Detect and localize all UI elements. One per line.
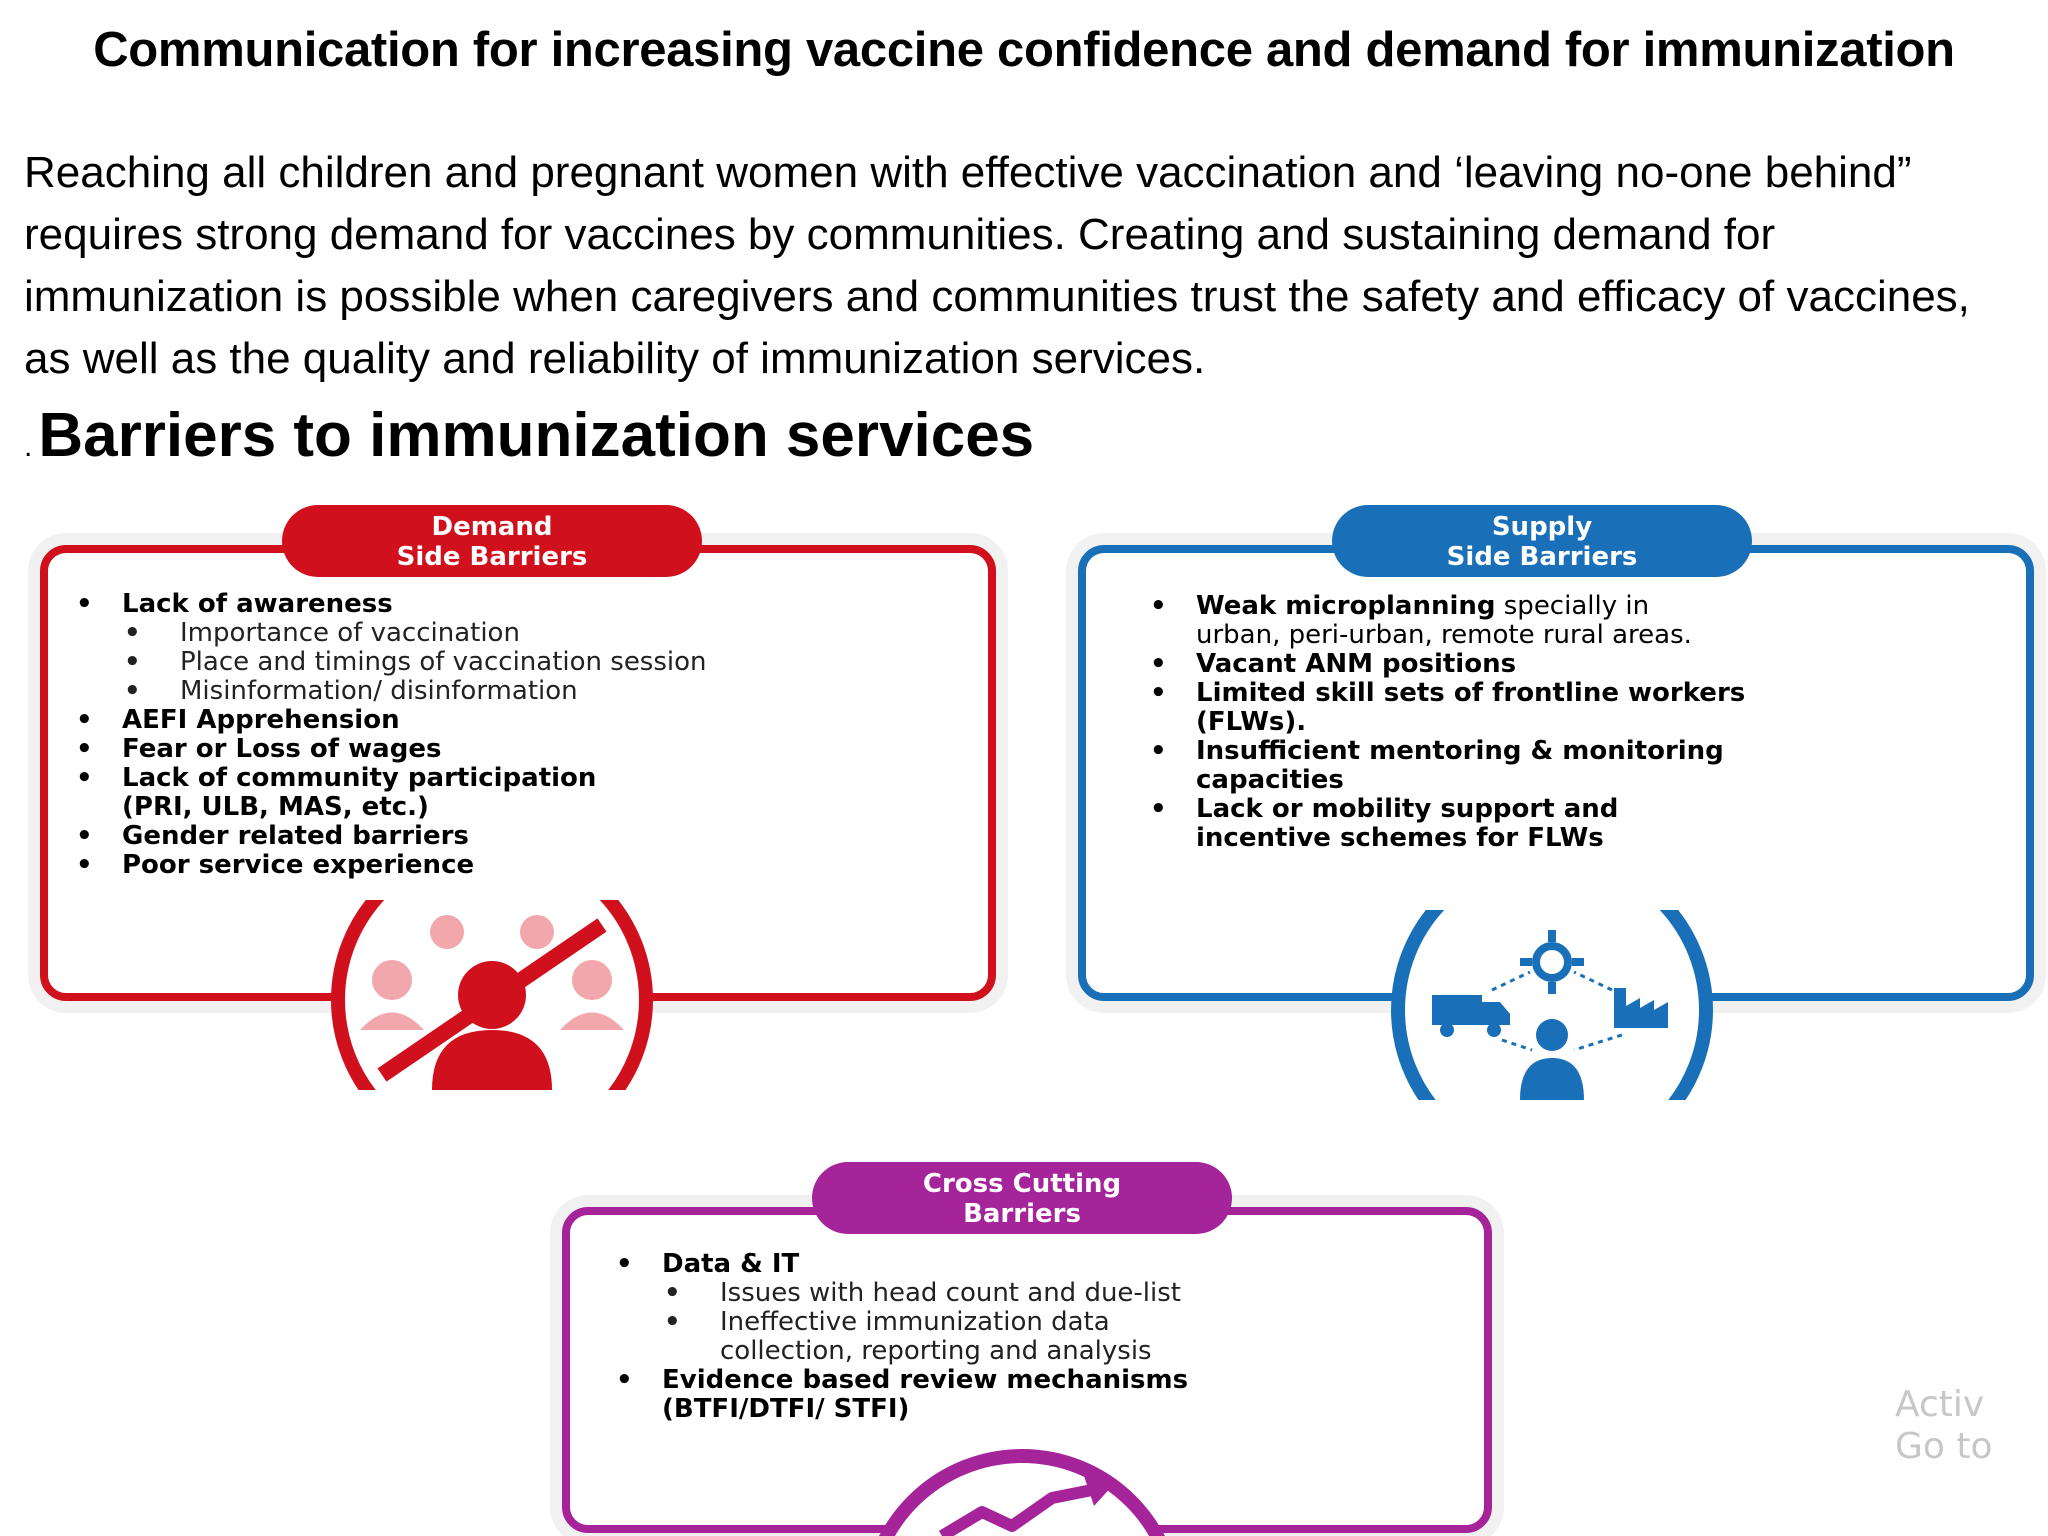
- demand-card-header: [282, 505, 702, 577]
- list-item: (PRI, ULB, MAS, etc.): [122, 792, 429, 822]
- list-item: • Lack or mobility support and: [1150, 795, 2010, 824]
- list-item: (BTFI/DTFI/ STFI): [662, 1394, 910, 1424]
- list-item: • Vacant ANM positions: [1150, 650, 2010, 679]
- intro-paragraph: Reaching all children and pregnant women with effective vaccination and ‘leaving no-one behind” requires strong demand for vaccines by communities. Creating and sustaining demand for immunization is possible when caregivers and communities trust the safety and efficacy of vaccines, as well as the quality and reliability of immunization services.: [24, 148, 1970, 383]
- cross-header-line2: Barriers: [963, 1199, 1081, 1229]
- list-item: • Evidence based review mechanisms: [616, 1366, 1476, 1395]
- list-item: • Ineffective immunization data: [616, 1308, 1476, 1337]
- supply-chain-icon: [1382, 910, 1722, 1100]
- section-heading: [24, 400, 1034, 471]
- demand-header-line1: Demand: [431, 512, 553, 542]
- list-item: collection, reporting and analysis: [720, 1336, 1152, 1366]
- cross-card-header: [812, 1162, 1232, 1234]
- section-bullet: .: [24, 430, 33, 463]
- list-item: • Misinformation/ disinformation: [76, 677, 966, 706]
- slide-title: Communication for increasing vaccine confidence and demand for immunization: [93, 23, 1955, 77]
- watermark-line1: Activ: [1895, 1384, 1985, 1425]
- demand-barriers-list: [76, 590, 966, 880]
- supply-card-header: [1332, 505, 1752, 577]
- trend-chart-icon: [852, 1440, 1192, 1536]
- list-item: • Lack of awareness: [76, 590, 966, 619]
- list-item: • Gender related barriers: [76, 822, 966, 851]
- list-item: [1150, 592, 2010, 621]
- cross-header-line1: Cross Cutting: [922, 1169, 1122, 1199]
- no-crowd-icon: [322, 900, 662, 1090]
- weak-microplanning-text: Weak microplanning: [1196, 591, 1496, 621]
- supply-header-line1: Supply: [1491, 512, 1593, 542]
- list-item: capacities: [1196, 765, 1344, 795]
- list-item: • Data & IT: [616, 1250, 1476, 1279]
- section-heading-text: Barriers to immunization services: [38, 401, 1035, 470]
- demand-header-line2: Side Barriers: [396, 542, 588, 572]
- list-item: • Place and timings of vaccination session: [76, 648, 966, 677]
- list-item: (FLWs).: [1196, 707, 1307, 737]
- list-item: • AEFI Apprehension: [76, 706, 966, 735]
- list-item: • Poor service experience: [76, 851, 966, 880]
- list-item: urban, peri-urban, remote rural areas.: [1196, 620, 1692, 650]
- list-item: • Importance of vaccination: [76, 619, 966, 648]
- watermark-line2: Go to: [1895, 1426, 1993, 1467]
- supply-header-line2: Side Barriers: [1446, 542, 1638, 572]
- supply-barriers-list: [1150, 592, 2010, 853]
- cross-barriers-list: [616, 1250, 1476, 1424]
- list-item: • Issues with head count and due-list: [616, 1279, 1476, 1308]
- activate-windows-watermark: [1895, 1384, 2035, 1468]
- list-item: • Fear or Loss of wages: [76, 735, 966, 764]
- list-item: • Insufficient mentoring & monitoring: [1150, 737, 2010, 766]
- list-item: • Lack of community participation: [76, 764, 966, 793]
- list-item: incentive schemes for FLWs: [1196, 823, 1604, 853]
- list-item: • Limited skill sets of frontline workers: [1150, 679, 2010, 708]
- weak-microplanning-rest: specially in: [1495, 591, 1650, 621]
